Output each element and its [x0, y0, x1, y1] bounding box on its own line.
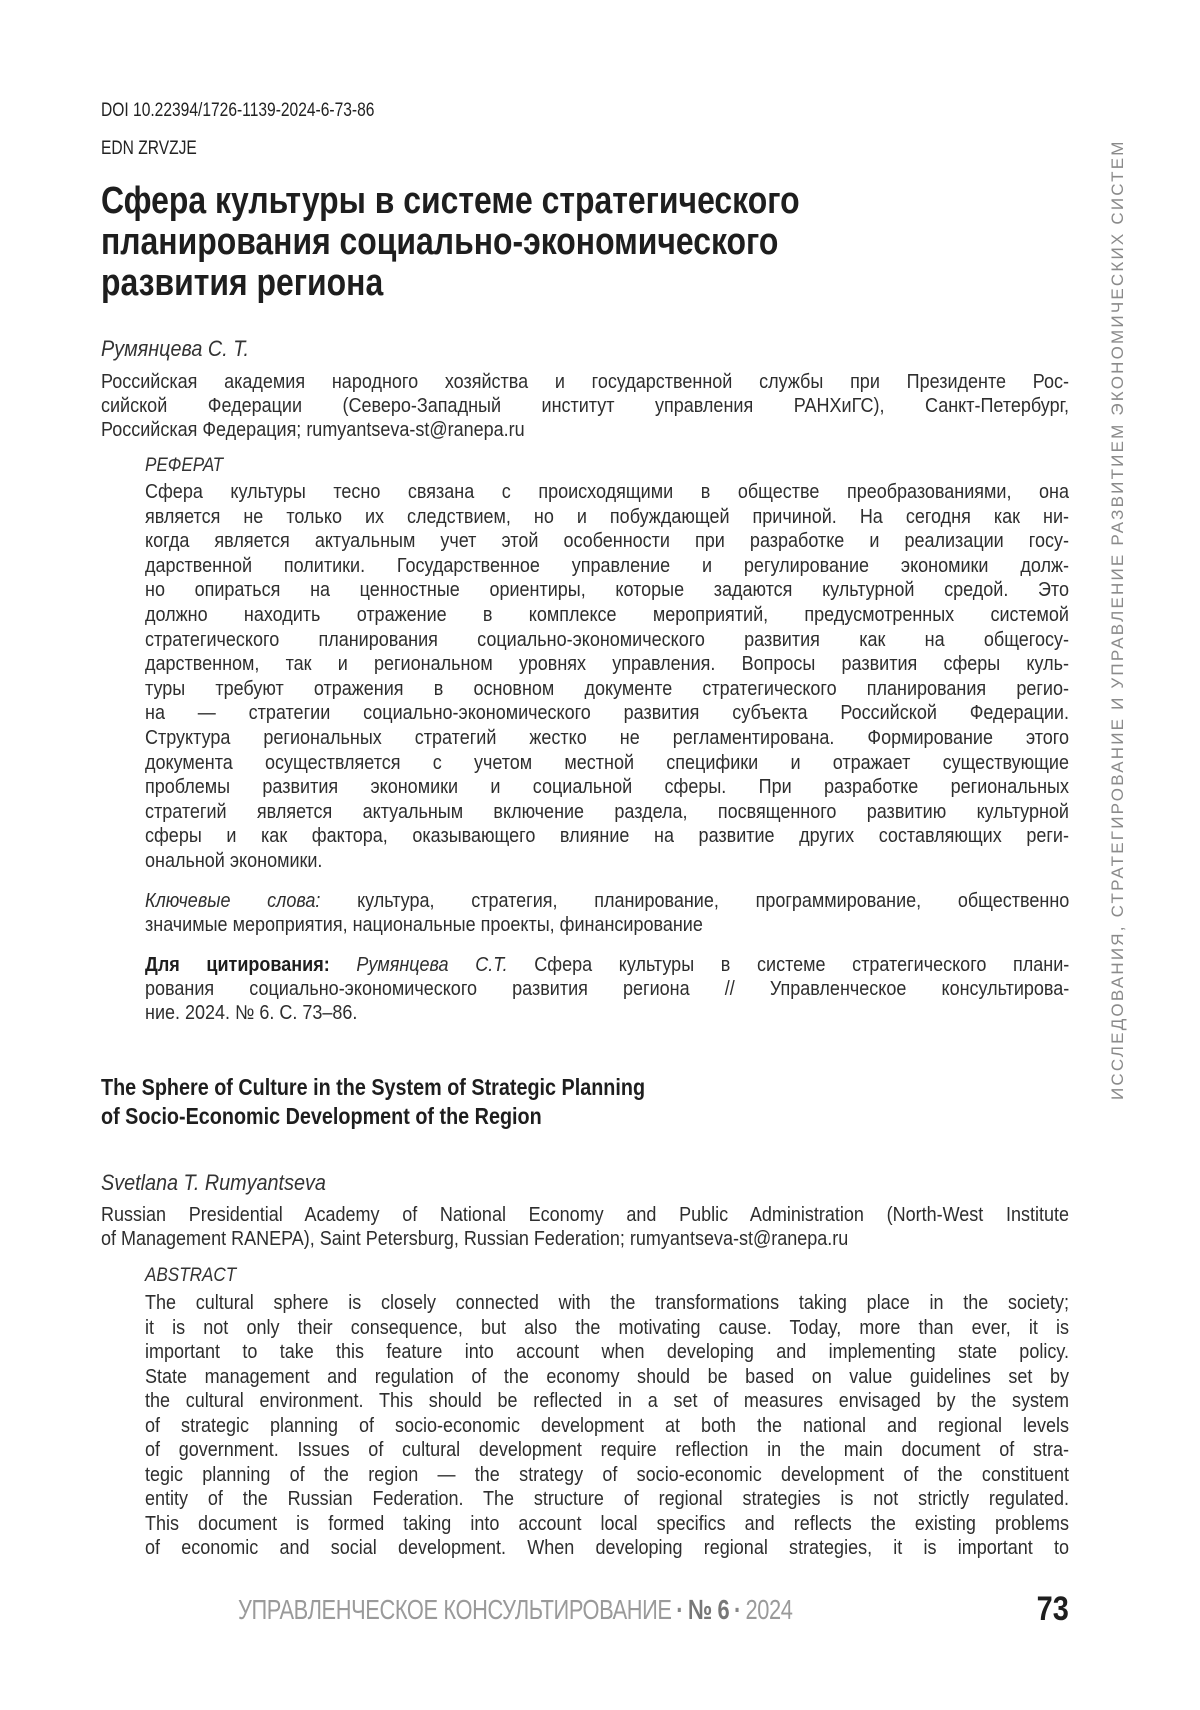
- edn: EDN ZRVZJE: [101, 138, 197, 160]
- separator-dot: ·: [672, 1594, 688, 1625]
- text-line: должно находить отражение в комплексе мероприятий, предусмотренных системой: [145, 603, 1069, 627]
- citation-text: Сфера культуры в системе стратегического плани-: [534, 954, 1069, 976]
- text-line: когда является актуальным учет этой особенности при разработке и реализации госу-: [145, 529, 1069, 553]
- year: 2024: [746, 1594, 793, 1625]
- issue-number: № 6: [688, 1594, 729, 1625]
- page-number: 73: [1037, 1590, 1069, 1629]
- title-line: of Socio-Economic Development of the Region: [101, 1103, 542, 1130]
- text-line: Russian Presidential Academy of National Economy and Public Administration (North-West Institute: [101, 1203, 1069, 1227]
- keywords-label: Ключевые слова:: [145, 890, 320, 912]
- text-line: of strategic planning of socio-economic development at both the national and regional levels: [145, 1414, 1069, 1438]
- text-line: Сфера культуры тесно связана с происходящими в обществе преобразованиями, она: [145, 480, 1069, 504]
- text-line: сферы и как фактора, оказывающего влияние на развитие других составляющих реги-: [145, 824, 1069, 848]
- citation-author: Румянцева С.Т.: [356, 954, 507, 976]
- keywords-text: культура, стратегия, планирование, программирование, общественно: [357, 890, 1069, 912]
- text-line: it is not only their consequence, but also the motivating cause. Today, more than ever, it is: [145, 1316, 1069, 1340]
- journal-name: УПРАВЛЕНЧЕСКОЕ КОНСУЛЬТИРОВАНИЕ: [238, 1594, 672, 1625]
- text-line: the cultural environment. This should be reflected in a set of measures envisaged by the system: [145, 1389, 1069, 1413]
- citation-label: Для цитирования:: [145, 954, 330, 976]
- title-line: The Sphere of Culture in the System of Strategic Planning: [101, 1074, 645, 1101]
- text-line: of government. Issues of cultural development require reflection in the main document of stra-: [145, 1438, 1069, 1462]
- text-line: of Management RANEPA), Saint Petersburg, Russian Federation; rumyantseva-st@ranepa.ru: [101, 1227, 1069, 1251]
- doi: DOI 10.22394/1726-1139-2024-6-73-86: [101, 100, 374, 122]
- text-line: of economic and social development. When developing regional strategies, it is important to: [145, 1536, 1069, 1560]
- text-line: Российская академия народного хозяйства и государственной службы при Президенте Рос-: [101, 370, 1069, 394]
- text-line: но опираться на ценностные ориентиры, которые задаются культурной средой. Это: [145, 578, 1069, 602]
- text-line: important to take this feature into account when developing and implementing state policy.: [145, 1340, 1069, 1364]
- text-line: Российская Федерация; rumyantseva-st@ranepa.ru: [101, 418, 1069, 442]
- title-line: развития региона: [101, 262, 383, 305]
- author-ru: Румянцева С. Т.: [101, 336, 249, 362]
- text-line: стратегического планирования социально-экономического развития как на общегосу-: [145, 628, 1069, 652]
- text-line: туры требуют отражения в основном документе стратегического планирования регио-: [145, 677, 1069, 701]
- title-line: планирования социально-экономического: [101, 221, 778, 264]
- abstract-ru-heading: РЕФЕРАТ: [145, 455, 223, 477]
- text-line: дарственном, так и региональном уровнях управления. Вопросы развития сферы куль-: [145, 652, 1069, 676]
- text-line: на — стратегии социально-экономического развития субъекта Российской Федерации.: [145, 701, 1069, 725]
- text-line: дарственной политики. Государственное управление и регулирование экономики долж-: [145, 554, 1069, 578]
- title-line: Сфера культуры в системе стратегического: [101, 180, 800, 223]
- side-running-title: ИССЛЕДОВАНИЯ, СТРАТЕГИРОВАНИЕ И УПРАВЛЕНИЕ РАЗВИТИЕМ ЭКОНОМИЧЕСКИХ СИСТЕМ: [1108, 100, 1128, 1140]
- text-line: Структура региональных стратегий жестко не регламентирована. Формирование этого: [145, 726, 1069, 750]
- text-line: The cultural sphere is closely connected with the transformations taking place in the society;: [145, 1291, 1069, 1315]
- text-line: проблемы развития экономики и социальной сферы. При разработке региональных: [145, 775, 1069, 799]
- keywords-line: [145, 889, 1069, 913]
- text-line: State management and regulation of the economy should be based on value guidelines set by: [145, 1365, 1069, 1389]
- text-line: документа осуществляется с учетом местной специфики и отражает существующие: [145, 751, 1069, 775]
- journal-footer: [238, 1594, 793, 1626]
- abstract-en-heading: ABSTRACT: [145, 1265, 236, 1287]
- citation-line: рования социально-экономического развития региона // Управленческое консультирова-: [145, 977, 1069, 1001]
- citation-line: [145, 953, 1069, 977]
- text-line: стратегий является актуальным включение раздела, посвященного развитию культурной: [145, 800, 1069, 824]
- text-line: This document is formed taking into account local specifics and reflects the existing problems: [145, 1512, 1069, 1536]
- text-line: является не только их следствием, но и побуждающей причиной. На сегодня как ни-: [145, 505, 1069, 529]
- text-line: tegic planning of the region — the strategy of socio-economic development of the constituent: [145, 1463, 1069, 1487]
- keywords-line: значимые мероприятия, национальные проекты, финансирование: [145, 913, 1069, 937]
- author-en: Svetlana T. Rumyantseva: [101, 1170, 326, 1196]
- citation-line: ние. 2024. № 6. С. 73–86.: [145, 1001, 1069, 1025]
- text-line: entity of the Russian Federation. The structure of regional strategies is not strictly regulated.: [145, 1487, 1069, 1511]
- text-line: ональной экономики.: [145, 849, 1069, 873]
- text-line: сийской Федерации (Северо-Западный институт управления РАНХиГС), Санкт-Петербург,: [101, 394, 1069, 418]
- separator-dot: ·: [729, 1594, 745, 1625]
